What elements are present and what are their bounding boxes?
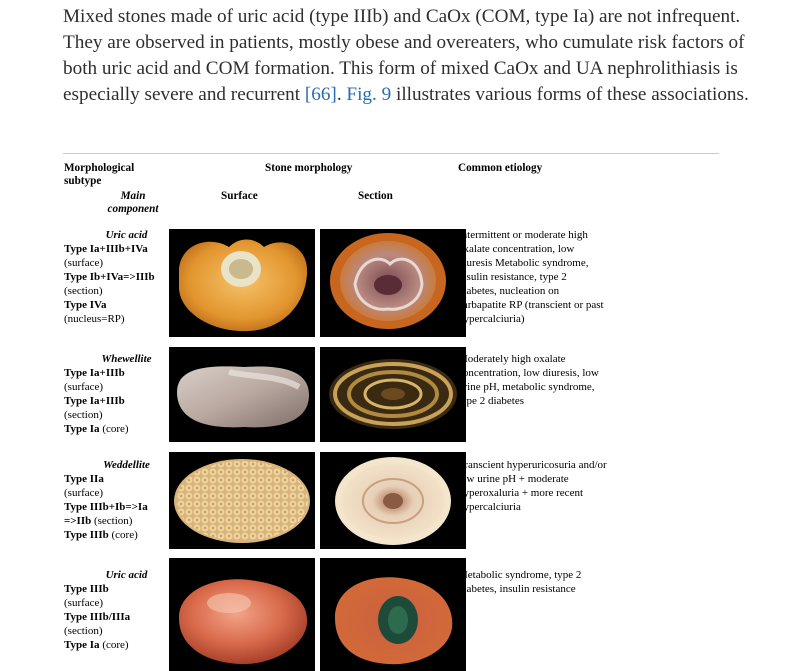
row-3-etiology: Transcient hyperuricosuria and/or low urine pH + moderate hyperoxaluria + more recent hypercalciuria xyxy=(458,459,607,513)
row-1-line-1: Type Ia+IIIb+IVa xyxy=(64,243,148,255)
row-4-line-1: Type IIIb xyxy=(64,583,109,595)
header-section: Section xyxy=(358,190,393,202)
row-2-line-4: (section) xyxy=(64,409,103,421)
paragraph-text-before: Mixed stones made of uric acid (type IIIb) and CaOx (COM, type Ia) are not infrequent. They are observed in patients, mostly obese and overeaters, who cumulate risk factors of both uric acid and COM formation. This form of mixed CaOx and UA nephrolithiasis is especially severe and recurrent xyxy=(63,6,745,105)
figure-divider xyxy=(63,153,719,154)
header-main-component xyxy=(83,190,183,216)
row-2-section-photo xyxy=(320,347,466,442)
row-1-line-2: (surface) xyxy=(64,257,104,269)
row-2-subtype xyxy=(64,352,169,436)
row-4-line-2: (surface) xyxy=(64,597,104,609)
row-3-line-4: =>IIb xyxy=(64,515,92,527)
row-2-main-component: Whewellite xyxy=(101,353,152,365)
figure-9 xyxy=(63,160,723,671)
header-morph-subtype-line2: subtype xyxy=(64,175,102,187)
row-3-line-4-suffix: (section) xyxy=(91,515,133,527)
row-2-line-5: Type Ia xyxy=(64,423,100,435)
row-4-line-5: Type Ia xyxy=(64,639,100,651)
row-4-etiology: Metabolic syndrome, type 2 diabetes, insulin resistance xyxy=(458,569,582,595)
row-1-line-3: Type Ib+IVa=>IIIb xyxy=(64,271,155,283)
row-1-surface-photo xyxy=(169,229,315,337)
paragraph-text-after: illustrates various forms of these associations. xyxy=(391,84,749,105)
row-1-line-4: (section) xyxy=(64,285,103,297)
row-3-line-2: (surface) xyxy=(64,487,104,499)
header-surface: Surface xyxy=(221,190,258,202)
row-4-line-4: (section) xyxy=(64,625,103,637)
header-morph-subtype xyxy=(64,162,134,188)
row-3-line-5-suffix: (core) xyxy=(108,529,138,541)
row-4-section-photo xyxy=(320,558,466,671)
row-3-surface-photo xyxy=(169,452,315,549)
row-1-etiology: Intermittent or moderate high oxalate concentration, low diuresis Metabolic syndrome, insulin resistance, type 2 diabetes, nucleation on carbapatite RP (transcient or past hypercalciuria) xyxy=(458,229,604,325)
row-2-line-5-suffix: (core) xyxy=(99,423,129,435)
row-3-subtype xyxy=(64,458,169,542)
row-1-main-component: Uric acid xyxy=(105,229,148,241)
row-1-line-6: (nucleus=RP) xyxy=(64,313,125,325)
row-1-subtype xyxy=(64,228,169,326)
row-4-line-5-suffix: (core) xyxy=(99,639,129,651)
row-3-line-3: Type IIIb+Ib=>Ia xyxy=(64,501,148,513)
figure-9-link[interactable]: Fig. 9 xyxy=(346,84,392,105)
row-1-line-5: Type IVa xyxy=(64,299,107,311)
row-2-line-2: (surface) xyxy=(64,381,104,393)
row-3-main-component: Weddellite xyxy=(103,459,150,471)
header-stone-morphology: Stone morphology xyxy=(265,162,353,174)
row-2-line-3: Type Ia+IIIb xyxy=(64,395,125,407)
body-paragraph xyxy=(63,4,763,108)
row-3-line-5: Type IIIb xyxy=(64,529,109,541)
row-4-subtype xyxy=(64,568,169,652)
row-2-line-1: Type Ia+IIIb xyxy=(64,367,125,379)
row-2-surface-photo xyxy=(169,347,315,442)
row-2-etiology: Moderately high oxalate concentration, low diuresis, low urine pH, metabolic syndrome, type 2 diabetes xyxy=(458,353,599,407)
row-1-section-photo xyxy=(320,229,466,337)
row-4-line-3: Type IIIb/IIIa xyxy=(64,611,131,623)
row-4-main-component: Uric acid xyxy=(105,569,148,581)
header-common-etiology: Common etiology xyxy=(458,162,543,174)
header-main-line2: component xyxy=(107,203,159,215)
paragraph-text-middle: . xyxy=(336,84,347,105)
reference-66-link[interactable]: [66] xyxy=(304,84,337,105)
header-main-line1: Main xyxy=(120,190,146,202)
header-morph-subtype-line1: Morphological xyxy=(64,162,135,174)
row-4-surface-photo xyxy=(169,558,315,671)
row-3-line-1: Type IIa xyxy=(64,473,104,485)
row-3-section-photo xyxy=(320,452,466,549)
